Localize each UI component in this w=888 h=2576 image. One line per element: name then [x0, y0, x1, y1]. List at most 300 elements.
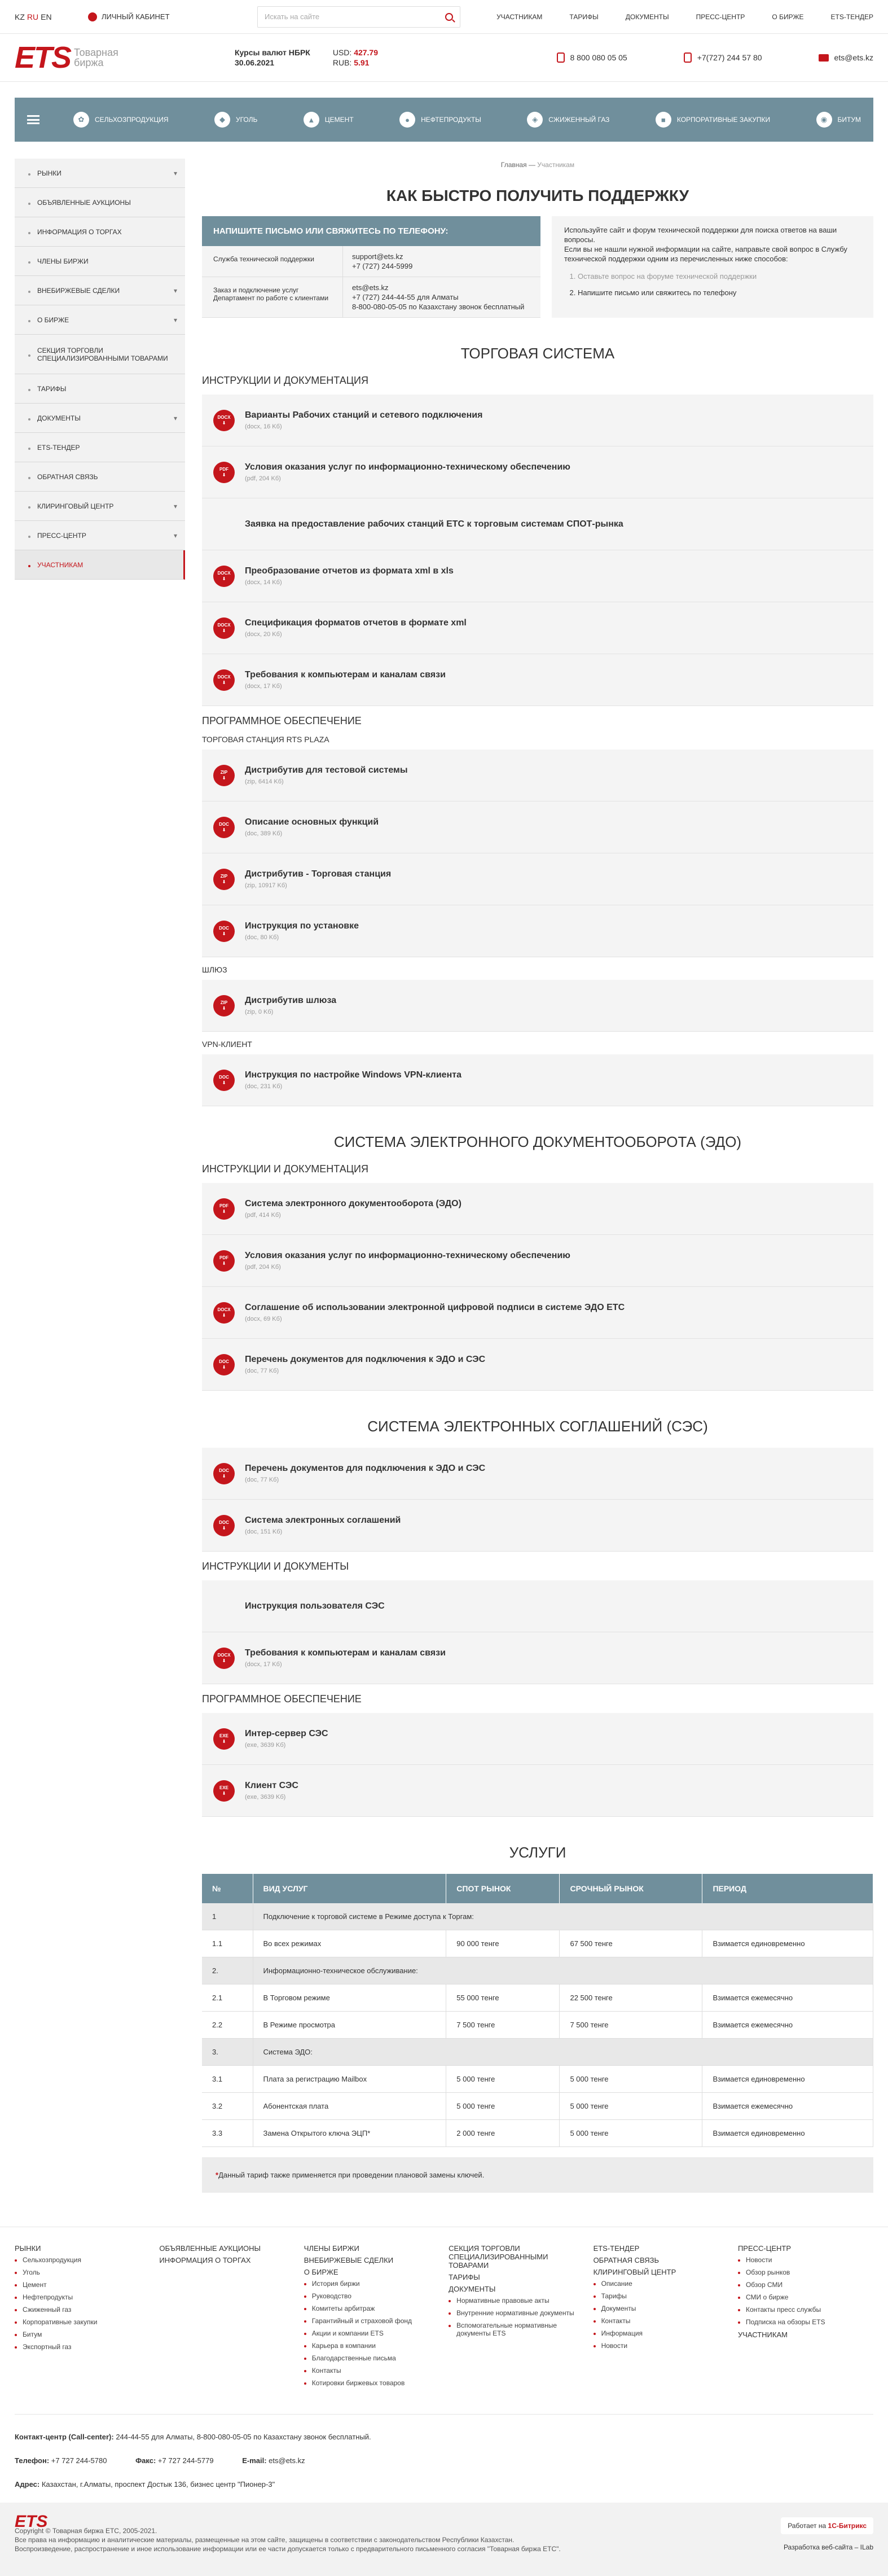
document-name[interactable]: Условия оказания услуг по информационно-техническому обеспечению: [245, 462, 570, 472]
topnav-documents[interactable]: ДОКУМЕНТЫ: [625, 12, 669, 21]
file-type-icon: [213, 1070, 235, 1091]
document-text: [245, 1601, 385, 1611]
document-item[interactable]: [202, 1500, 873, 1552]
topnav-participants[interactable]: УЧАСТНИКАМ: [496, 12, 543, 21]
file-type-icon: [213, 410, 235, 431]
download-icon: ⬇: [222, 879, 226, 884]
cell-name: Плата за регистрацию Mailbox: [253, 2066, 446, 2093]
footer-link[interactable]: Нормативные правовые акты: [449, 2297, 584, 2305]
file-type-icon: [213, 617, 235, 639]
document-item[interactable]: [202, 1287, 873, 1339]
document-text: [245, 817, 379, 837]
file-type-icon: [213, 1648, 235, 1669]
sidebar-item[interactable]: [15, 521, 185, 550]
column-header: ВИД УСЛУГ: [253, 1874, 446, 1903]
footer-column: [594, 2244, 729, 2391]
support-row-value: [343, 246, 540, 277]
sidebar-item[interactable]: [15, 217, 185, 247]
footer-link[interactable]: Новости: [738, 2256, 873, 2264]
support-forum-link[interactable]: 1. Оставьте вопрос на форуме технической поддержки: [578, 271, 861, 281]
footer-heading[interactable]: РЫНКИ: [15, 2244, 41, 2253]
document-item[interactable]: [202, 1765, 873, 1817]
rub-value: 5.91: [354, 58, 370, 67]
document-name[interactable]: Варианты Рабочих станций и сетевого подключения: [245, 410, 483, 420]
file-type-icon: [213, 765, 235, 786]
footer-heading[interactable]: ETS-ТЕНДЕР: [593, 2244, 640, 2253]
document-name[interactable]: Инструкция по настройке Windows VPN-клиента: [245, 1070, 461, 1080]
category-icon: ▲: [304, 112, 319, 128]
cell-group-name: Подключение к торговой системе в Режиме доступа к Торгам:: [253, 1903, 873, 1930]
file-type-icon: [213, 1780, 235, 1802]
sidebar-item-label: ВНЕБИРЖЕВЫЕ СДЕЛКИ: [37, 286, 120, 295]
document-name[interactable]: Перечень документов для подключения к ЭДО и СЭС: [245, 1355, 486, 1364]
footer-column: [15, 2244, 150, 2391]
top-bar: [0, 0, 888, 34]
cell-spot: 7 500 тенге: [446, 2012, 560, 2039]
document-meta: (docx, 17 Kб): [245, 683, 282, 690]
section-title-edo: СИСТЕМА ЭЛЕКТРОННОГО ДОКУМЕНТООБОРОТА (ЭДО): [333, 1133, 742, 1150]
footer-link[interactable]: Тарифы: [594, 2292, 729, 2300]
cell-number: 1: [202, 1903, 253, 1930]
download-icon: ⬇: [222, 827, 226, 833]
header: [0, 34, 888, 82]
table-row: [202, 2039, 873, 2066]
cell-period: Взимается единовременно: [702, 1930, 873, 1957]
sidebar-item[interactable]: [15, 374, 185, 404]
fax-label: Факс:: [135, 2456, 156, 2465]
subsection-title: ПРОГРАММНОЕ ОБЕСПЕЧЕНИЕ: [202, 715, 362, 726]
sidebar-item[interactable]: [15, 159, 185, 188]
footer-heading[interactable]: ВНЕБИРЖЕВЫЕ СДЕЛКИ: [304, 2256, 394, 2264]
document-text: [245, 1648, 446, 1668]
document-meta: (pdf, 204 Kб): [245, 1264, 281, 1271]
footer-link[interactable]: Контакты: [594, 2317, 729, 2325]
support-methods: [564, 271, 861, 297]
chevron-down-icon[interactable]: ▾: [173, 502, 177, 510]
document-text: [245, 410, 482, 430]
footer-link[interactable]: История биржи: [304, 2280, 439, 2288]
document-meta: (pdf, 204 Kб): [245, 475, 281, 482]
footer-link[interactable]: Обзор рынков: [738, 2268, 873, 2276]
copyright-line: Copyright © Товарная биржа ETC, 2005-2021.: [15, 2527, 157, 2535]
section-title-ses: СИСТЕМА ЭЛЕКТРОННЫХ СОГЛАШЕНИЙ (СЭС): [367, 1418, 708, 1435]
footer-link[interactable]: Битум: [15, 2330, 150, 2338]
document-meta: (docx, 20 Kб): [245, 631, 282, 638]
document-item[interactable]: [202, 1713, 873, 1765]
document-name[interactable]: Условия оказания услуг по информационно-техническому обеспечению: [245, 1251, 570, 1260]
cell-name: Замена Открытого ключа ЭЦП*: [253, 2120, 446, 2147]
sidebar: [15, 159, 185, 2193]
footer-heading[interactable]: ТАРИФЫ: [449, 2273, 480, 2281]
category-item[interactable]: [527, 112, 609, 128]
footer-heading[interactable]: ИНФОРМАЦИЯ О ТОРГАХ: [159, 2256, 251, 2264]
download-icon: ⬇: [222, 1312, 226, 1318]
clients-phone-free[interactable]: 8-800-080-05-05 по Казахстану звонок бесплатный: [352, 303, 525, 311]
document-meta: (docx, 14 Kб): [245, 579, 282, 586]
file-type-icon: [213, 869, 235, 890]
document-meta: (zip, 10917 Kб): [245, 882, 287, 889]
footer-link[interactable]: Уголь: [15, 2268, 150, 2276]
document-item[interactable]: [202, 853, 873, 905]
document-item[interactable]: [202, 602, 873, 654]
file-type-label: PDF: [219, 1255, 228, 1260]
footer-heading[interactable]: УЧАСТНИКАМ: [737, 2330, 788, 2339]
document-name[interactable]: Требования к компьютерам и каналам связи: [245, 670, 446, 680]
footer-link[interactable]: Комитеты арбитраж: [304, 2305, 439, 2312]
doc-list: [202, 1448, 873, 1552]
document-item[interactable]: [202, 446, 873, 498]
file-type-icon: [213, 1728, 235, 1750]
category-label: НЕФТЕПРОДУКТЫ: [421, 116, 481, 124]
footer-link[interactable]: Новости: [594, 2342, 729, 2350]
category-item[interactable]: [214, 112, 257, 128]
footer-link[interactable]: Сжиженный газ: [15, 2306, 150, 2314]
copyright-line: Воспроизведение, распространение и иное использование информации или ее части допускается только с предварительного письменного согласия "Товарная биржа ETC".: [15, 2545, 561, 2553]
document-item[interactable]: [202, 1054, 873, 1106]
document-name[interactable]: Соглашение об использовании электронной цифровой подписи в системе ЭДО ЕТС: [245, 1303, 625, 1312]
cell-number: 2.: [202, 1957, 253, 1984]
download-icon: ⬇: [222, 1658, 226, 1663]
category-icon: ●: [399, 112, 415, 128]
document-text: [245, 1303, 625, 1322]
category-label: КОРПОРАТИВНЫЕ ЗАКУПКИ: [676, 116, 771, 124]
sidebar-item-label: ЧЛЕНЫ БИРЖИ: [37, 257, 89, 265]
table-row: [202, 2093, 873, 2120]
header-contacts: [557, 52, 874, 63]
document-name[interactable]: Дистрибутив для тестовой системы: [245, 765, 408, 775]
file-type-icon: [213, 1463, 235, 1484]
document-item[interactable]: [202, 750, 873, 801]
breadcrumb-separator: —: [528, 161, 535, 169]
support-row-value: [343, 277, 540, 317]
file-type-icon: [213, 1250, 235, 1272]
support-phone[interactable]: +7 (727) 244-5999: [352, 262, 413, 270]
sidebar-item[interactable]: [15, 404, 185, 433]
file-type-icon: [213, 514, 235, 535]
document-name[interactable]: Заявка на предоставление рабочих станций ЕТС к торговым системам СПОТ-рынка: [245, 519, 623, 529]
bitrix-pre: Работает на: [788, 2522, 827, 2530]
document-item[interactable]: [202, 801, 873, 853]
footer-link[interactable]: Контакты: [304, 2367, 439, 2375]
sidebar-item[interactable]: [15, 433, 185, 462]
file-type-label: DOC: [219, 925, 229, 931]
logo-subtitle: [74, 47, 118, 68]
category-item[interactable]: [816, 112, 861, 128]
phone-city[interactable]: [684, 52, 762, 63]
document-item[interactable]: [202, 1235, 873, 1287]
document-item[interactable]: [202, 550, 873, 602]
footer-link[interactable]: Нефтепродукты: [15, 2293, 150, 2301]
cell-spot: 90 000 тенге: [446, 1930, 560, 1957]
topnav-ets-tender[interactable]: ETS-ТЕНДЕР: [830, 12, 873, 21]
subsection-title: ШЛЮЗ: [202, 965, 227, 974]
document-name[interactable]: Преобразование отчетов из формата xml в xls: [245, 566, 454, 576]
cell-number: 2.1: [202, 1984, 253, 2012]
footer-heading[interactable]: ПРЕСС-ЦЕНТР: [737, 2244, 792, 2253]
footer-link[interactable]: Благодарственные письма: [304, 2354, 439, 2362]
download-icon: ⬇: [222, 1364, 226, 1370]
footer-column: [738, 2244, 873, 2391]
support-row-label: Служба технической поддержки: [202, 246, 343, 277]
document-item[interactable]: [202, 498, 873, 550]
footer-heading[interactable]: СЕКЦИЯ ТОРГОВЛИ СПЕЦИАЛИЗИРОВАННЫМИ ТОВАРАМИ: [449, 2244, 548, 2270]
footer-link[interactable]: СМИ о бирже: [738, 2293, 873, 2301]
support-instructions: [552, 216, 873, 318]
cell-futures: 5 000 тенге: [560, 2066, 702, 2093]
phone-free[interactable]: [557, 52, 627, 63]
file-type-label: PDF: [219, 1203, 228, 1208]
download-icon: ⬇: [222, 931, 226, 936]
sidebar-item[interactable]: [15, 276, 185, 305]
footer-link[interactable]: Внутренние нормативные документы: [449, 2309, 584, 2317]
document-name[interactable]: Интер-сервер СЭС: [245, 1729, 328, 1738]
subsection-title: VPN-КЛИЕНТ: [202, 1040, 252, 1049]
sidebar-item[interactable]: [15, 550, 185, 580]
sidebar-item[interactable]: [15, 188, 185, 217]
developer-credit[interactable]: Разработка веб-сайта – ILab: [783, 2543, 873, 2551]
footer-column: [159, 2244, 294, 2391]
footer-link[interactable]: Контакты пресс службы: [738, 2306, 873, 2314]
document-name[interactable]: Система электронного документооборота (ЭДО): [245, 1199, 461, 1208]
category-item[interactable]: [656, 112, 770, 128]
cell-spot: 55 000 тенге: [446, 1984, 560, 2012]
footer-link[interactable]: Экспортный газ: [15, 2343, 150, 2351]
document-meta: (doc, 80 Kб): [245, 934, 279, 941]
sidebar-item[interactable]: [15, 247, 185, 276]
mail-icon: [819, 54, 829, 62]
fax-value: +7 727 244-5779: [157, 2456, 214, 2465]
document-name[interactable]: Описание основных функций: [245, 817, 379, 827]
callcenter-label: Контакт-центр (Call-center):: [15, 2433, 114, 2441]
sidebar-item[interactable]: [15, 335, 185, 374]
document-name[interactable]: Инструкция по установке: [245, 921, 359, 931]
category-label: ЦЕМЕНТ: [324, 116, 354, 124]
chevron-down-icon[interactable]: ▾: [173, 286, 177, 295]
footer-logo[interactable]: ETS: [15, 2512, 48, 2531]
footer-link[interactable]: Руководство: [304, 2292, 439, 2300]
footer-contacts: [15, 2414, 873, 2490]
topnav-tariffs[interactable]: ТАРИФЫ: [569, 12, 599, 21]
subsection-title: ТОРГОВАЯ СТАНЦИЯ RTS PLAZA: [202, 735, 329, 744]
document-item[interactable]: [202, 1632, 873, 1684]
cell-futures: 22 500 тенге: [560, 1984, 702, 2012]
cell-futures: 7 500 тенге: [560, 2012, 702, 2039]
footer-heading[interactable]: ОБЪЯВЛЕННЫЕ АУКЦИОНЫ: [159, 2244, 261, 2253]
email-link[interactable]: [819, 53, 873, 62]
document-meta: (exe, 3639 Kб): [245, 1742, 286, 1749]
document-text: [245, 996, 336, 1015]
document-item[interactable]: [202, 1448, 873, 1500]
sidebar-item-label: О БИРЖЕ: [37, 316, 69, 324]
category-item[interactable]: [73, 112, 169, 128]
sidebar-item-label: УЧАСТНИКАМ: [37, 560, 83, 569]
category-icon: ✿: [73, 112, 89, 128]
download-icon: ⬇: [222, 420, 226, 426]
footer-heading[interactable]: ДОКУМЕНТЫ: [449, 2285, 496, 2293]
menu-icon[interactable]: [27, 115, 39, 124]
footer-link[interactable]: Акции и компании ETS: [304, 2329, 439, 2337]
document-item[interactable]: [202, 1339, 873, 1391]
document-item[interactable]: [202, 1183, 873, 1235]
lang-ru[interactable]: RU: [27, 12, 39, 21]
document-meta: (doc, 77 Kб): [245, 1368, 279, 1374]
document-item[interactable]: [202, 980, 873, 1032]
download-icon: ⬇: [222, 1260, 226, 1266]
category-item[interactable]: [304, 112, 354, 128]
document-name[interactable]: Дистрибутив - Торговая станция: [245, 869, 392, 879]
subsection-title: ИНСТРУКЦИИ И ДОКУМЕНТАЦИЯ: [202, 1163, 368, 1175]
category-icon: ◉: [816, 112, 832, 128]
sidebar-item-label: ИНФОРМАЦИЯ О ТОРГАХ: [37, 227, 122, 236]
table-row: [202, 1957, 873, 1984]
breadcrumb-home[interactable]: Главная: [500, 161, 527, 169]
table-row: [202, 2120, 873, 2147]
lang-kz[interactable]: KZ: [15, 12, 25, 21]
cell-number: 1.1: [202, 1930, 253, 1957]
document-text: [245, 462, 570, 482]
category-list: [73, 112, 861, 128]
phone-free-text: 8 800 080 05 05: [570, 53, 627, 62]
file-type-label: DOC: [219, 1467, 229, 1473]
document-name[interactable]: Система электронных соглашений: [245, 1515, 401, 1525]
document-name[interactable]: Дистрибутив шлюза: [245, 996, 337, 1005]
bitrix-badge[interactable]: [781, 2517, 873, 2534]
phone-icon: [557, 52, 565, 63]
document-meta: (docx, 17 Kб): [245, 1661, 282, 1668]
footer-link[interactable]: Котировки биржевых товаров: [304, 2379, 439, 2387]
footer-heading[interactable]: О БИРЖЕ: [304, 2268, 339, 2276]
document-text: [245, 1781, 298, 1800]
rates-date: 30.06.2021: [235, 58, 275, 67]
document-name[interactable]: Перечень документов для подключения к ЭДО и СЭС: [245, 1464, 486, 1473]
language-switcher: [15, 12, 88, 21]
document-meta: (zip, 0 Kб): [245, 1009, 274, 1015]
support-heading: НАПИШИТЕ ПИСЬМО ИЛИ СВЯЖИТЕСЬ ПО ТЕЛЕФОНУ:: [202, 216, 540, 246]
category-item[interactable]: [399, 112, 481, 128]
lang-en[interactable]: EN: [41, 12, 52, 21]
document-meta: (docx, 69 Kб): [245, 1316, 282, 1322]
document-item[interactable]: [202, 905, 873, 957]
footer-link[interactable]: Корпоративные закупки: [15, 2318, 150, 2326]
table-row: [202, 1903, 873, 1930]
tel-value[interactable]: +7 727 244-5780: [51, 2456, 107, 2465]
download-icon: ⬇: [222, 1208, 226, 1214]
doc-list: [202, 395, 873, 706]
document-meta: (doc, 231 Kб): [245, 1083, 283, 1090]
footer-link[interactable]: Обзор СМИ: [738, 2281, 873, 2289]
footer-link[interactable]: Описание: [594, 2280, 729, 2288]
clients-phone[interactable]: +7 (727) 244-44-55 для Алматы: [352, 293, 459, 301]
document-item[interactable]: [202, 395, 873, 446]
personal-cabinet-link[interactable]: [88, 12, 257, 21]
cell-name: Во всех режимах: [253, 1930, 446, 1957]
phone-city-text: +7(727) 244 57 80: [697, 53, 762, 62]
doc-list: [202, 980, 873, 1032]
cell-futures: 5 000 тенге: [560, 2093, 702, 2120]
category-icon: ■: [656, 112, 671, 128]
top-nav: [496, 13, 873, 21]
footer-heading[interactable]: ЧЛЕНЫ БИРЖИ: [304, 2244, 359, 2253]
document-meta: (zip, 6414 Kб): [245, 778, 284, 785]
column-header: ПЕРИОД: [702, 1874, 873, 1903]
logo[interactable]: [15, 40, 235, 75]
chevron-down-icon[interactable]: ▾: [173, 169, 177, 177]
topnav-about[interactable]: О БИРЖЕ: [772, 12, 804, 21]
column-header: СРОЧНЫЙ РЫНОК: [560, 1874, 702, 1903]
file-type-label: ZIP: [220, 769, 228, 775]
clients-email[interactable]: ets@ets.kz: [352, 283, 389, 292]
chevron-down-icon[interactable]: ▾: [173, 531, 177, 540]
footer-link[interactable]: Карьера в компании: [304, 2342, 439, 2350]
document-name[interactable]: Клиент СЭС: [245, 1781, 298, 1790]
rub-label: RUB:: [332, 58, 352, 67]
document-name[interactable]: Инструкция пользователя СЭС: [245, 1601, 385, 1611]
footer-link[interactable]: Вспомогательные нормативные документы ETS: [449, 2321, 584, 2337]
tariffs-table: [202, 1874, 873, 2147]
address-value: Казахстан, г.Алматы, проспект Достык 136, бизнес центр "Пионер-3": [41, 2480, 275, 2489]
document-name[interactable]: Требования к компьютерам и каналам связи: [245, 1648, 446, 1658]
chevron-down-icon[interactable]: ▾: [173, 414, 177, 422]
document-text: [245, 618, 467, 638]
table-row: [202, 1930, 873, 1957]
footer: [0, 2227, 888, 2576]
footer-link[interactable]: Цемент: [15, 2281, 150, 2289]
email-text: ets@ets.kz: [834, 53, 873, 62]
sidebar-item-label: ТАРИФЫ: [37, 384, 67, 393]
subsection-title: ИНСТРУКЦИИ И ДОКУМЕНТАЦИЯ: [202, 375, 368, 386]
support-email[interactable]: support@ets.kz: [352, 252, 403, 261]
cell-group-name: Информационно-техническое обслуживание:: [253, 1957, 873, 1984]
footer-heading[interactable]: КЛИРИНГОВЫЙ ЦЕНТР: [593, 2268, 676, 2276]
footer-link[interactable]: Гарантийный и страховой фонд: [304, 2317, 439, 2325]
logo-sub-line-1: Товарная: [74, 47, 118, 58]
file-type-icon: [213, 566, 235, 587]
footer-link[interactable]: Подписка на обзоры ETS: [738, 2318, 873, 2326]
footer-heading[interactable]: ОБРАТНАЯ СВЯЗЬ: [593, 2256, 660, 2264]
topnav-press-center[interactable]: ПРЕСС-ЦЕНТР: [696, 12, 745, 21]
download-icon: ⬇: [222, 1005, 226, 1011]
footer-link[interactable]: Документы: [594, 2305, 729, 2312]
email-value[interactable]: ets@ets.kz: [269, 2456, 305, 2465]
document-item[interactable]: [202, 1580, 873, 1632]
doc-list: [202, 1183, 873, 1391]
footer-link[interactable]: Сельхозпродукция: [15, 2256, 150, 2264]
chevron-down-icon[interactable]: ▾: [173, 316, 177, 324]
document-text: [245, 1464, 485, 1483]
download-icon: ⬇: [222, 576, 226, 581]
search-input[interactable]: [257, 6, 460, 28]
document-meta: (doc, 389 Kб): [245, 830, 283, 837]
copyright: [15, 2512, 635, 2561]
file-type-icon: [213, 921, 235, 942]
sidebar-item[interactable]: [15, 492, 185, 521]
sidebar-item[interactable]: [15, 305, 185, 335]
support-method-email: 2. Напишите письмо или свяжитесь по телефону: [578, 288, 861, 297]
column-header: №: [202, 1874, 253, 1903]
cell-futures: 5 000 тенге: [560, 2120, 702, 2147]
footer-link[interactable]: Информация: [594, 2329, 729, 2337]
search-icon[interactable]: [445, 13, 453, 21]
note-text: Данный тариф также применяется при проведении плановой замены ключей.: [218, 2171, 485, 2179]
document-item[interactable]: [202, 654, 873, 706]
sidebar-item[interactable]: [15, 462, 185, 492]
sidebar-item-label: СЕКЦИЯ ТОРГОВЛИ СПЕЦИАЛИЗИРОВАННЫМИ ТОВАРАМИ: [37, 346, 168, 362]
cell-name: Абонентская плата: [253, 2093, 446, 2120]
sidebar-item-label: ОБЪЯВЛЕННЫЕ АУКЦИОНЫ: [37, 198, 131, 207]
file-type-label: DOC: [219, 821, 229, 827]
file-type-icon: [213, 669, 235, 691]
document-name[interactable]: Спецификация форматов отчетов в формате xml: [245, 618, 467, 628]
